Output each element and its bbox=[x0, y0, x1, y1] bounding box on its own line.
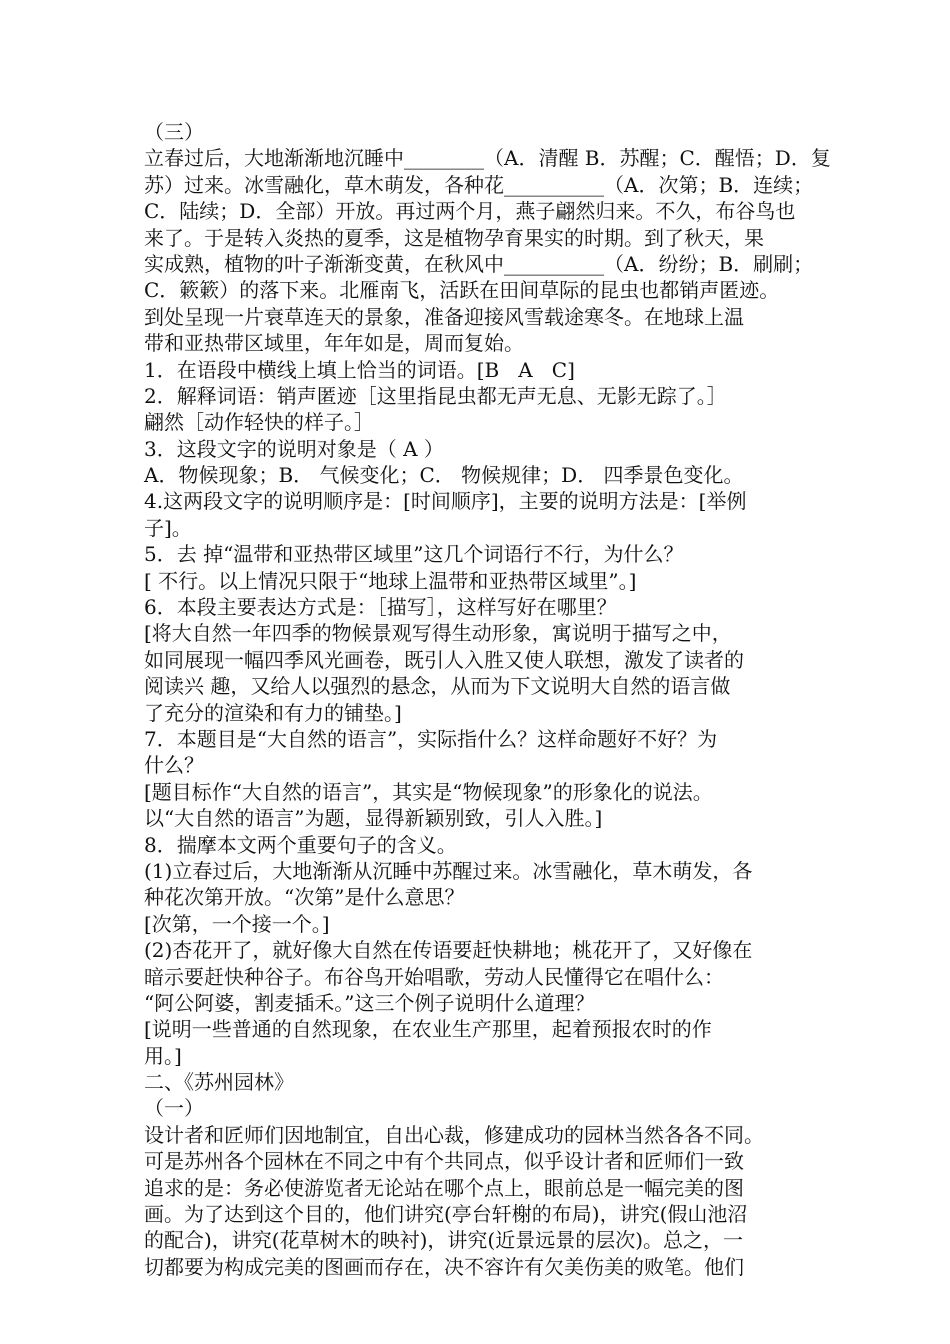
text-line: 追求的是：务必使游览者无论站在哪个点上，眼前总是一幅完美的图 bbox=[144, 1175, 744, 1200]
text-line: 苏）过来。冰雪融化，草木萌发，各种花__________（A．次第；B．连续； bbox=[144, 172, 814, 197]
text-line: 到处呈现一片衰草连天的景象，准备迎接风雪载途寒冬。在地球上温 bbox=[144, 304, 744, 329]
text-line: 设计者和匠师们因地制宜，自出心裁，修建成功的园林当然各各不同。 bbox=[144, 1122, 764, 1147]
text-line: [说明一些普通的自然现象，在农业生产那里，起着预报农时的作 bbox=[144, 1017, 712, 1042]
text-line: 翩然［动作轻快的样子。］ bbox=[144, 410, 374, 435]
text-line: 7．本题目是“大自然的语言”，实际指什么？这样命题好不好？为 bbox=[144, 726, 718, 751]
text-line: 了充分的渲染和有力的铺垫。] bbox=[144, 700, 402, 725]
text-line: 来了。于是转入炎热的夏季，这是植物孕育果实的时期。到了秋天，果 bbox=[144, 225, 764, 250]
text-line: 6．本段主要表达方式是：［描写］，这样写好在哪里？ bbox=[144, 595, 617, 620]
text-line: [次第，一个接一个。] bbox=[144, 911, 330, 936]
text-line: （三） bbox=[144, 120, 204, 144]
text-line: [将大自然一年四季的物候景观写得生动形象，寓说明于描写之中， bbox=[144, 621, 732, 646]
text-line: 8．揣摩本文两个重要句子的含义。 bbox=[144, 832, 457, 857]
text-line: 实成熟，植物的叶子渐渐变黄，在秋风中__________（A．纷纷；B．刷刷； bbox=[144, 251, 814, 276]
text-line: 暗示要赶快种谷子。布谷鸟开始唱歌，劳动人民懂得它在唱什么： bbox=[144, 964, 724, 989]
text-line: 切都要为构成完美的图画而存在，决不容许有欠美伤美的败笔。他们 bbox=[144, 1254, 744, 1279]
text-line: 二、《苏州园林》 bbox=[144, 1070, 294, 1095]
text-line: 1．在语段中横线上填上恰当的词语。[B A C] bbox=[144, 357, 575, 382]
text-line: 2．解释词语：销声匿迹［这里指昆虫都无声无息、无影无踪了。］ bbox=[144, 383, 727, 408]
text-line: 阅读兴 趣，又给人以强烈的悬念，从而为下文说明大自然的语言做 bbox=[144, 674, 731, 699]
text-line: 子]。 bbox=[144, 515, 192, 540]
text-line: C．陆续；D．全部）开放。再过两个月，燕子翩然归来。不久，布谷鸟也 bbox=[144, 199, 796, 224]
text-line: [题目标作“大自然的语言”，其实是“物候现象”的形象化的说法。 bbox=[144, 779, 713, 804]
text-line: A．物候现象；B． 气候变化；C． 物候规律；D． 四季景色变化。 bbox=[144, 463, 744, 488]
text-line: 可是苏州各个园林在不同之中有个共同点，似乎设计者和匠师们一致 bbox=[144, 1149, 744, 1174]
text-line: 带和亚热带区域里，年年如是，周而复始。 bbox=[144, 331, 524, 356]
text-line: 的配合)，讲究(花草树木的映衬)，讲究(近景远景的层次)。总之，一 bbox=[144, 1228, 744, 1253]
text-line: (2)杏花开了，就好像大自然在传语要赶快耕地；桃花开了，又好像在 bbox=[144, 938, 753, 963]
text-line: 种花次第开放。“次第”是什么意思？ bbox=[144, 885, 465, 910]
text-line: 立春过后，大地渐渐地沉睡中________（A．清醒 B．苏醒；C．醒悟；D．复 bbox=[144, 146, 831, 171]
text-line: [ 不行。以上情况只限于“地球上温带和亚热带区域里”。] bbox=[144, 568, 637, 593]
text-line: “阿公阿婆，割麦插禾。”这三个例子说明什么道理？ bbox=[144, 990, 595, 1015]
text-line: 3．这段文字的说明对象是（ A ） bbox=[144, 436, 444, 461]
text-line: 4.这两段文字的说明顺序是：[时间顺序]，主要的说明方法是：[举例 bbox=[144, 489, 747, 514]
text-line: 如同展现一幅四季风光画卷，既引人入胜又使人联想，激发了读者的 bbox=[144, 647, 744, 672]
text-line: 用。] bbox=[144, 1043, 182, 1068]
document-page bbox=[144, 119, 831, 1280]
text-line: 以“大自然的语言”为题，显得新颖别致，引人入胜。] bbox=[144, 806, 603, 831]
text-line: 什么？ bbox=[144, 753, 204, 778]
text-line: C．簌簌）的落下来。北雁南飞，活跃在田间草际的昆虫也都销声匿迹。 bbox=[144, 278, 780, 303]
text-line: 5．去 掉“温带和亚热带区域里”这几个词语行不行，为什么？ bbox=[144, 542, 684, 567]
text-line: （一） bbox=[144, 1096, 204, 1121]
text-line: (1)立春过后，大地渐渐从沉睡中苏醒过来。冰雪融化，草木萌发，各 bbox=[144, 858, 753, 883]
text-line: 画。为了达到这个目的，他们讲究(亭台轩榭的布局)，讲究(假山池沼 bbox=[144, 1202, 748, 1227]
